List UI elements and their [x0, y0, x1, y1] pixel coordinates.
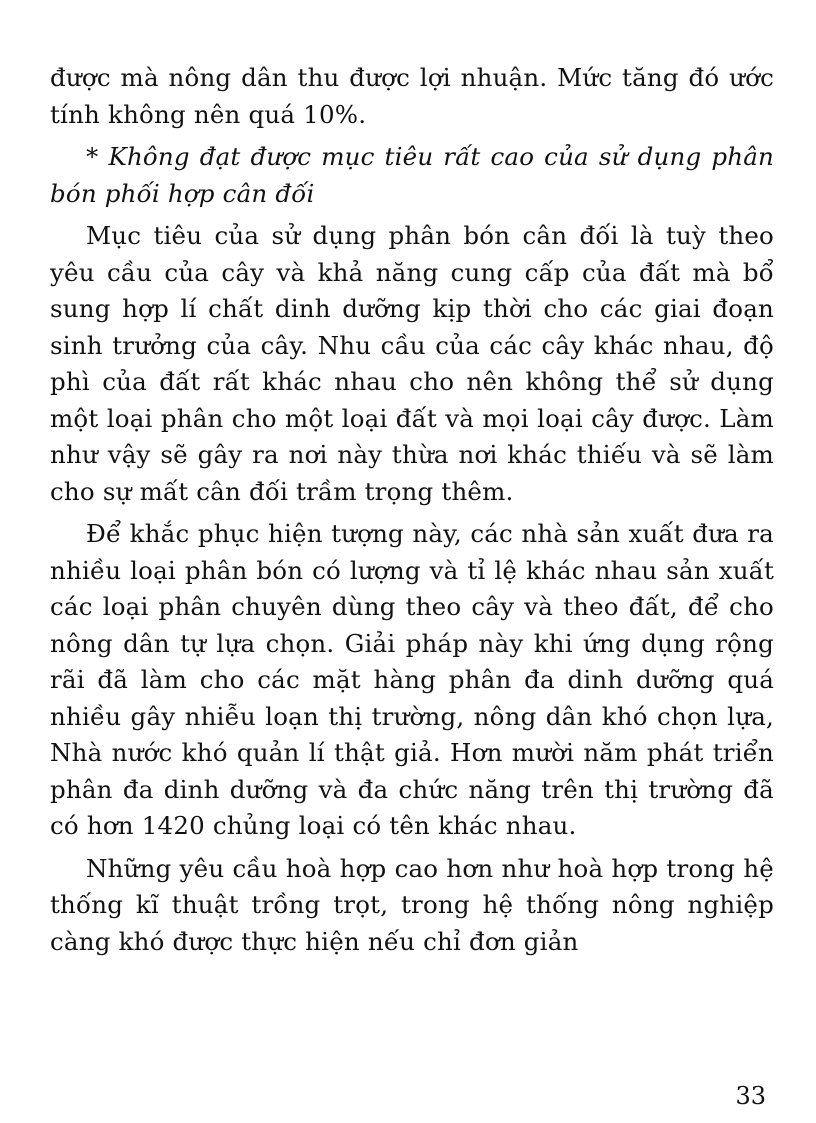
page-number: 33: [735, 1082, 766, 1110]
section-heading: * Không đạt được mục tiêu rất cao của sử dụng phân bón phối hợp cân đối: [50, 142, 774, 208]
paragraph-overcoming-phenomenon: Để khắc phục hiện tượng này, các nhà sản xuất đưa ra nhiều loại phân bón có lượng và tỉ lệ khác nhau sản xuất các loại phân chuyên dùng theo cây và theo đất, để cho nông dân tự lựa chọn. Giải pháp này khi ứng dụng rộng rãi đã làm cho các mặt hàng phân đa dinh dưỡng quá nhiều gây nhiễu loạn thị trường, nông dân khó chọn lựa, Nhà nước khó quản lí thật giả. Hơn mười năm phát triển phân đa dinh dưỡng và đa chức năng trên thị trường đã có hơn 1420 chủng loại có tên khác nhau.: [50, 519, 774, 840]
paragraph-balanced-fertilizer-goal: Mục tiêu của sử dụng phân bón cân đối là tuỳ theo yêu cầu của cây và khả năng cung cấp của đất mà bổ sung hợp lí chất dinh dưỡng kịp thời cho các giai đoạn sinh trưởng của cây. Nhu cầu của các cây khác nhau, độ phì của đất rất khác nhau cho nên không thể sử dụng một loại phân cho một loại đất và mọi loại cây được. Làm như vậy sẽ gây ra nơi này thừa nơi khác thiếu và sẽ làm cho sự mất cân đối trầm trọng thêm.: [50, 221, 774, 506]
paragraph-higher-harmony: Những yêu cầu hoà hợp cao hơn như hoà hợp trong hệ thống kĩ thuật trồng trọt, trong hệ thống nông nghiệp càng khó được thực hiện nếu chỉ đơn giản: [50, 853, 774, 956]
paragraph-continued: được mà nông dân thu được lợi nhuận. Mức tăng đó ước tính không nên quá 10%.: [50, 63, 774, 129]
page-text: [50, 60, 774, 960]
